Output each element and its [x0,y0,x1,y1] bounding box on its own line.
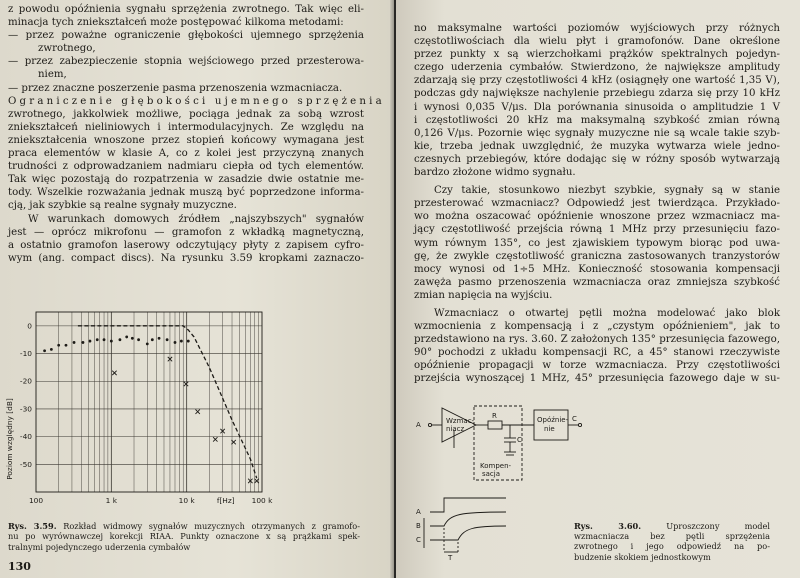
caption-text: Rozkład widmowy sygnałów muzycznych otrzymanych z gramofo- [63,521,360,531]
page-number: 130 [8,560,31,573]
figure-caption-3-59 [8,521,360,552]
text-line: W warunkach domowych źródłem „najszybszych" sygnałów [28,213,364,225]
waveform-c-label: C [416,536,421,544]
chart-grid [36,312,262,492]
spectrum-dot [166,338,169,341]
amplifier-label: niacz [446,425,465,433]
left-page-text [8,3,385,265]
y-axis-label: Poziom względny [dB] [5,398,14,480]
text-line: zawęża pasmo przenoszenia wzmacniacza oraz zmniejsza szybkość [414,276,780,288]
cymbal-cross [112,371,116,375]
x-axis-unit-label: f[Hz] [216,496,235,505]
caption-line: budzenie skokiem jednostkowym [574,551,711,562]
amplifier-label: Wzmac- [446,417,475,425]
spectrum-dot [146,342,149,345]
waveform-a [430,498,506,512]
compensation-label: sacja [482,470,501,478]
text-line: — przez zabezpieczenie stopnia wejściowego przed przesterowa- [8,56,364,68]
text-line: wo można oszacować opóźnienie wnoszone przez wzmacniacz ma- [414,211,780,223]
spectrum-dot [151,338,154,341]
text-line: czesnych przebiegów, które dodając się w różny sposób wytwarzają [414,153,780,165]
caption-line [8,521,360,531]
spectrum-dot [125,336,128,339]
figure-caption-3-60 [574,521,770,562]
spectrum-dot [43,349,46,352]
text-line: przedstawiono na rys. 3.60. Z założonych 135° przesunięcia fazowego, [414,334,780,346]
waveform-c [430,526,506,540]
text-line: z powodu opóźnienia sygnału sprzężenia zwrotnego. Tak więc eli- [8,4,364,15]
cymbal-cross [254,479,258,483]
text-line: tody. Wszelkie rozważania jednak muszą być poprzedzone informa- [8,187,364,199]
text-line: wzmocnienia z kompensacją i z „czystym opóźnieniem", jak to [414,321,780,333]
text-line: 0,126 V/μs. Pozornie więc sygnały muzyczne nie są wcale takie szyb- [414,127,780,139]
y-tick-label: -50 [19,459,32,469]
chart-marks [43,326,259,483]
caption-label: Rys. 3.59. [8,521,57,531]
caption-line [574,521,770,531]
text-line: Wzmacniacz o otwartej pętli można modelować jako blok [434,307,780,319]
text-line: zwrotnego, jakkolwiek możliwe, pociąga jednak za sobą wzrost [8,108,364,120]
text-line: jący częstotliwość przejścia równą 1 MHz przy przesunięciu fazo- [414,224,780,236]
spectrum-dot [137,338,140,341]
spectrum-chart [0,296,290,522]
spectrum-dot [82,341,85,344]
y-tick-label: 0 [27,321,32,331]
right-page [396,0,800,578]
x-tick-label: 10 k [178,496,195,505]
text-line: cją, jak szybkie są realne sygnały muzyczne. [8,200,237,212]
text-line: 90° pochodzi z układu kompensacji RC, a 45° stanowi rzeczywiste [414,347,780,359]
spectrum-dot [50,348,53,351]
compensation-label: Kompen- [480,462,512,470]
delay-label: nie [544,425,555,433]
text-line: praca elementów w klasie A, co z kolei jest przyczyną znanych [8,148,364,160]
input-label: A [416,421,421,429]
text-line: czego uderzenia cymbałów. Stwierdzono, że największe amplitudy [414,62,780,74]
spectrum-dot [187,340,190,343]
spectrum-dot [110,340,113,343]
input-terminal [428,423,431,426]
y-tick-label: -30 [19,404,32,414]
cymbal-cross [184,382,188,386]
text-line: no maksymalne wartości poziomów wyjściowych przy różnych [414,23,780,34]
text-line: — przez znaczne poszerzenie pasma przenoszenia wzmacniacza. [8,82,343,94]
right-page-text [414,22,780,386]
text-line: wym równym 135°, co jest zjawiskiem typowym biorąc pod uwa- [414,237,780,249]
spectrum-dot [96,338,99,341]
text-line: zwrotnego, [38,43,96,55]
output-terminal [578,423,581,426]
text-line: przez punkty x są wierzchołkami prążków spektralnych pojedyn- [414,49,780,61]
text-line: podczas gdy największe nachylenie przebiegu zdarza się przy 10 kHz [414,88,780,100]
text-line: kie, trzeba jednak uwzględnić, że muzyka wytwarza wiele jedno- [414,140,780,152]
spectrum-dot [131,337,134,340]
delay-label: Opóźnie- [537,416,569,424]
caption-line: wzmacniacza bez pętli sprzężenia [574,531,770,542]
text-line: minacja tych zniekształceń może postępować kilkoma metodami: [8,17,344,29]
caption-line: zwrotnego i jego odpowiedź na po- [574,541,770,552]
text-line: gę, że zwykle częstotliwość graniczna zastosowanych tranzystorów [414,250,780,262]
text-line: — przez poważne ograniczenie głębokości ujemnego sprzężenia [8,30,364,42]
text-line: wym (ang. compact discs). Na rysunku 3.59 kropkami zaznaczo- [8,252,364,264]
y-tick-label: -20 [19,376,32,386]
waveform-b-label: B [416,522,421,530]
envelope-dashed-line [78,326,257,478]
text-line: mocy wynosi od 1÷5 MHz. Konieczność stosowania kompensacji [414,263,780,275]
waveform-b [430,512,506,526]
caption-text: Uproszczony model [666,521,770,531]
spectrum-dot [65,344,68,347]
text-line: zniekształcenia wnoszone przez stopień końcowy wymagana jest [8,134,364,146]
cymbal-cross [213,437,217,441]
text-line: zdarzają się przy częstotliwości 4 kHz (osiągnęły one wartość 1,35 V), [414,75,780,87]
left-page [0,0,394,578]
text-line: i częstotliwości 20 kHz ma maksymalną szybkość zmian równą [414,114,780,126]
text-line: Ograniczenie głębokości ujemnego sprzężenia [8,95,385,107]
y-tick-label: -40 [19,432,32,442]
x-tick-label: 100 k [251,496,273,505]
plot-frame [36,312,262,492]
text-line: przejścia wynoszącej 1 MHz, 45° przesunięcia fazowego daje w su- [414,373,780,385]
text-line: zniekształceń nieliniowych i intermodulacyjnych. Ze względu na [8,121,364,133]
output-label: C [572,415,577,423]
text-line: bardzo złożone widmo sygnału. [414,167,576,179]
text-line: częstotliwościach dla wielu płyt i gramofonów. Dane określone [414,36,780,48]
x-tick-label: 1 k [105,496,118,505]
cymbal-cross [195,409,199,413]
capacitor-label: C [517,436,522,444]
text-line: Tak więc pozostają do rozpatrzenia w zasadzie dwie ostatnie me- [8,174,364,186]
spectrum-dot [103,338,106,341]
text-line: niem, [38,69,67,81]
caption-line: tralnymi pojedynczego uderzenia cymbałów [8,541,191,552]
caption-line: nu po wyrównawczej korekcji RIAA. Punkty oznaczone x są prążkami spek- [8,531,360,542]
text-line: Czy takie, stosunkowo niezbyt szybkie, sygnały są w stanie [434,185,780,197]
spectrum-dot [174,341,177,344]
text-line: opóźnienie propagacji w torze wzmacniacza. Przy częstotliwości [414,360,780,372]
text-line: zmian napięcia na wyjściu. [414,289,553,301]
resistor-symbol [488,421,502,429]
spectrum-dot [73,341,76,344]
spectrum-dot [119,338,122,341]
spectrum-dot [180,340,183,343]
text-line: trudności z odprowadzaniem nadmiaru ciepła od tych elementów. [8,161,364,173]
text-line: a ostatnio gramofon laserowy odczytujący płyty z zapisem cyfro- [8,239,364,251]
resistor-label: R [492,412,497,420]
spectrum-dot [89,340,92,343]
text-line: i wynosi 0,035 V/μs. Dla porównania sinusoida o amplitudzie 1 V [414,101,780,113]
chart-axes [20,312,273,505]
spectrum-dot [158,337,161,340]
y-tick-label: -10 [19,349,32,359]
text-line: przesterować wzmacniacz? Odpowiedź jest twierdząca. Przykłado- [414,198,780,210]
waveform-a-label: A [416,508,421,516]
x-tick-label: 100 [28,496,44,505]
spectrum-dot [57,344,60,347]
caption-label: Rys. 3.60. [574,521,642,531]
text-line: jest — oprócz mikrofonu — gramofon z wkładką magnetyczną, [8,226,364,238]
delay-time-label: T [448,554,453,562]
